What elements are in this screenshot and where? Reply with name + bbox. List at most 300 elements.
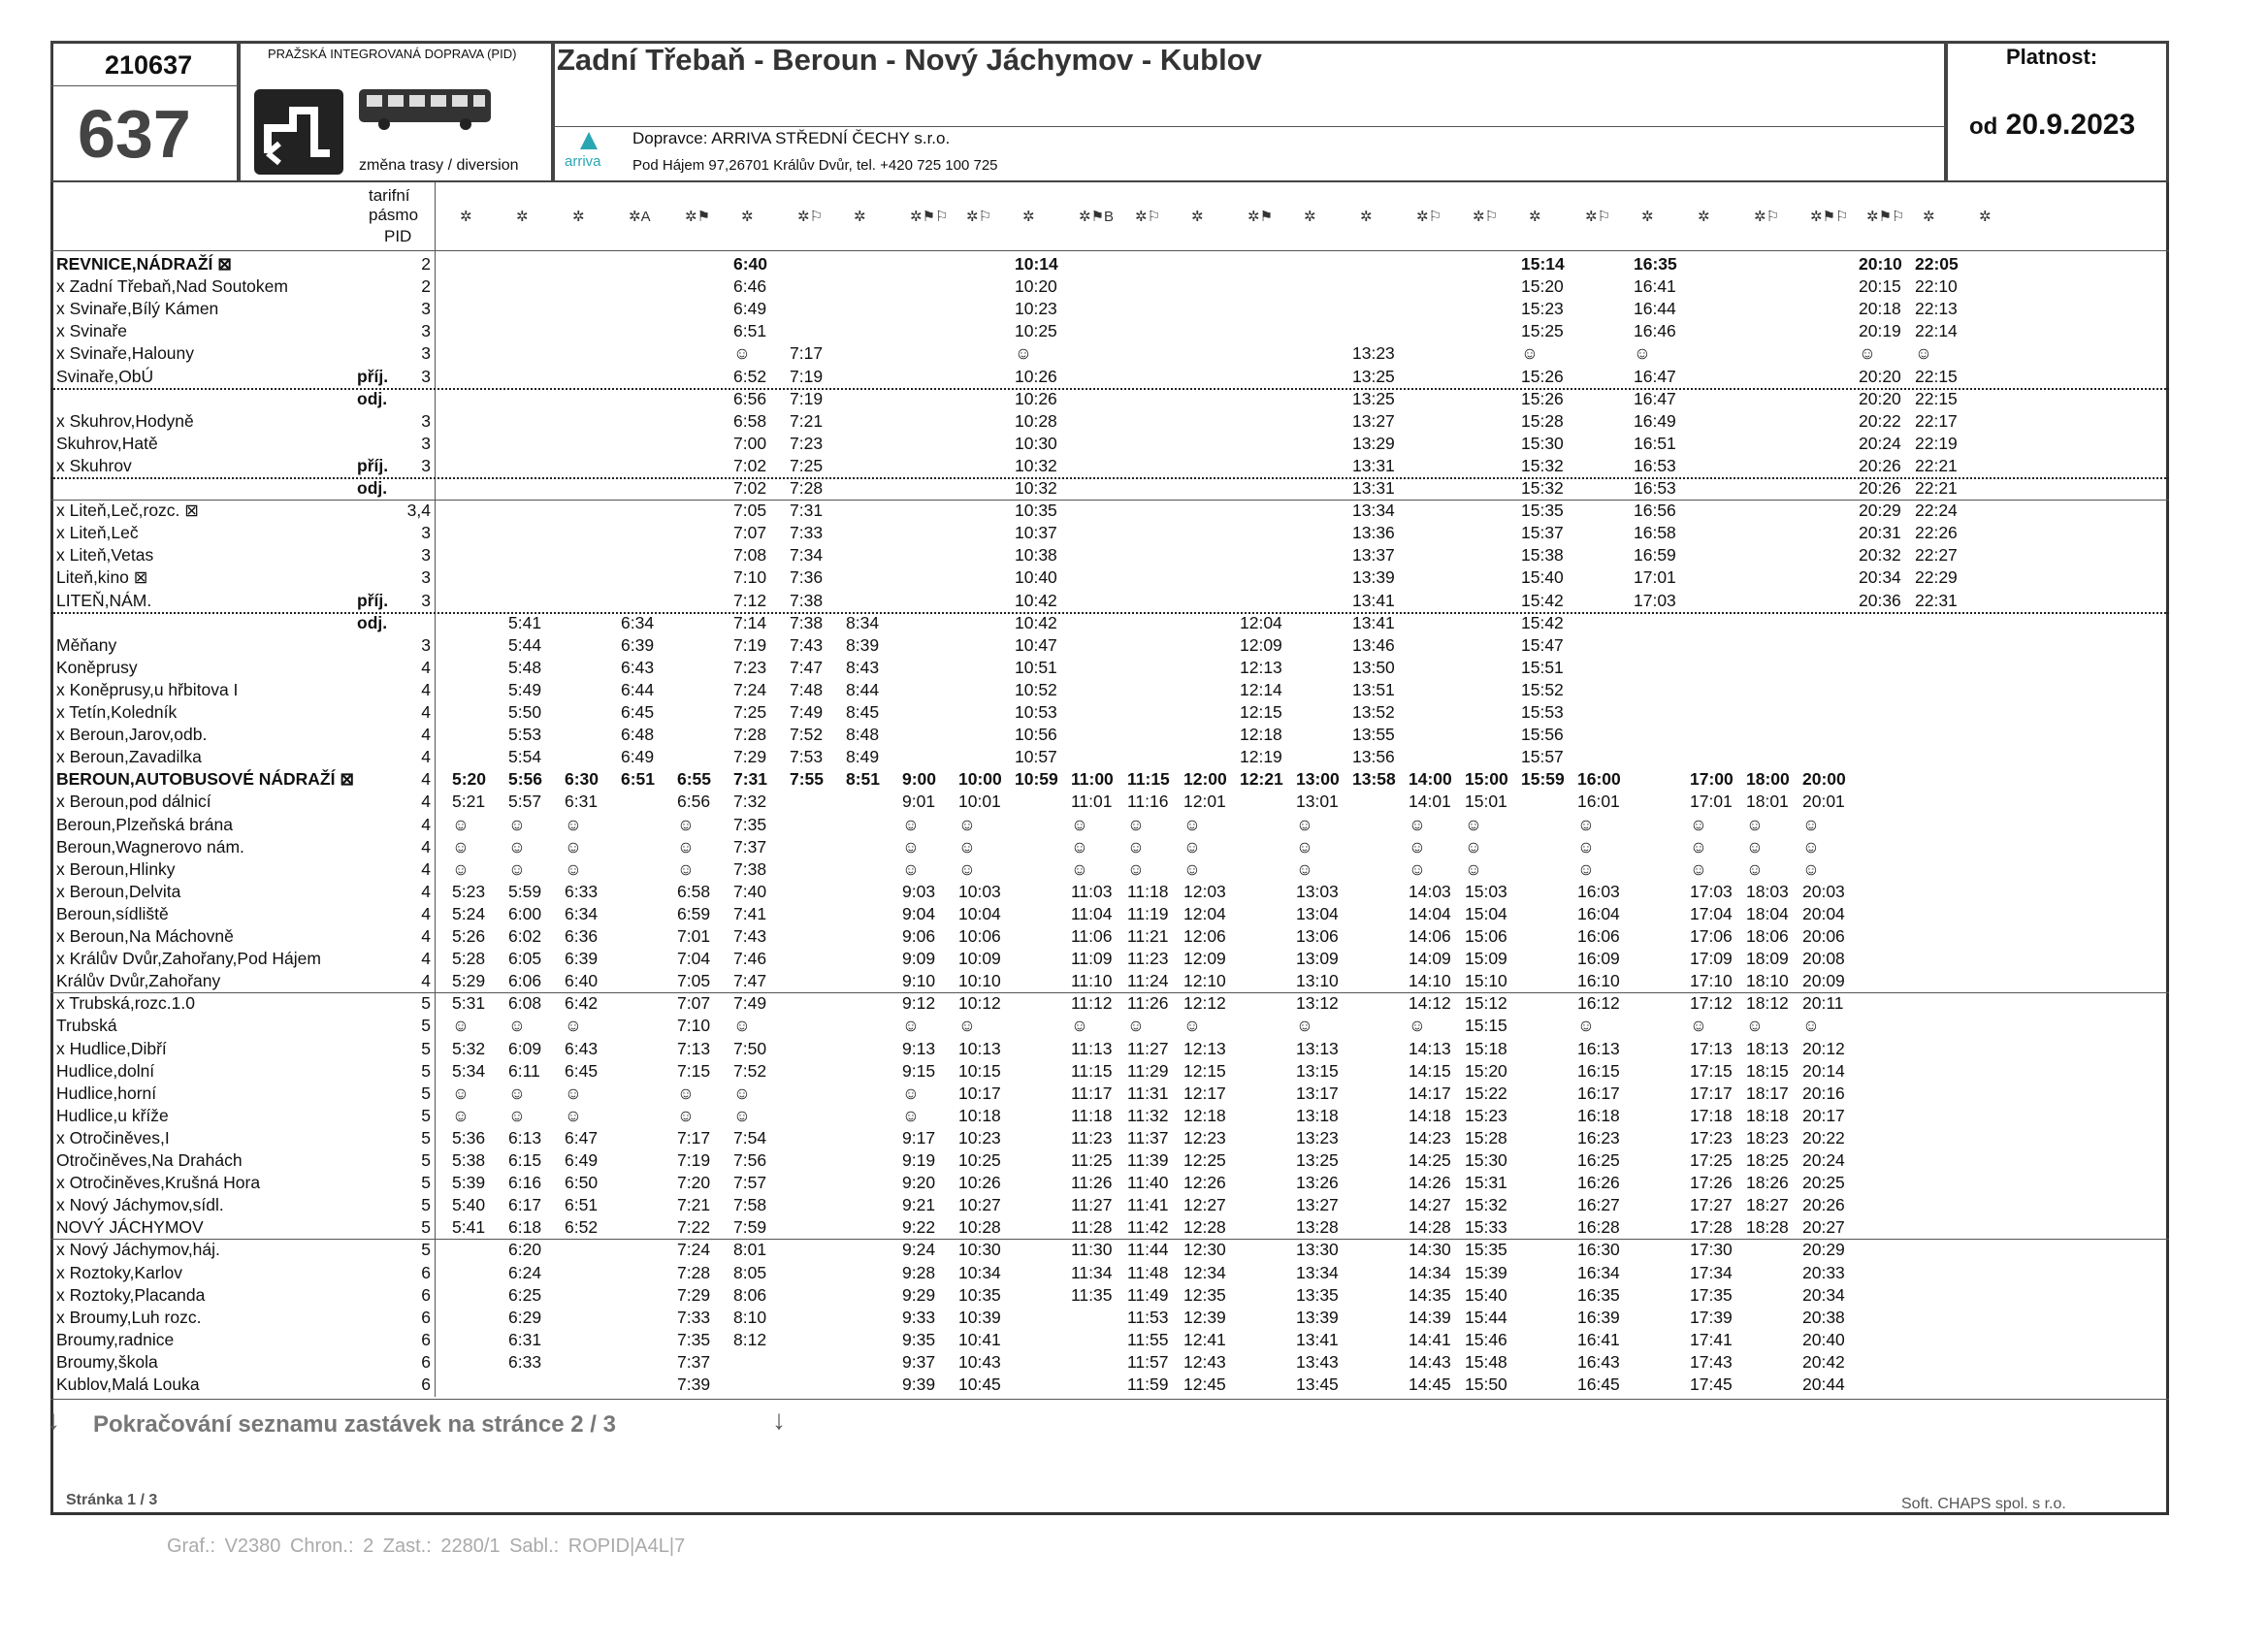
route-title: Zadní Třebaň - Beroun - Nový Jáchymov - Kublov bbox=[557, 43, 1262, 77]
departure-time: 17:00 bbox=[1690, 769, 1733, 790]
departure-time: 9:01 bbox=[902, 792, 936, 812]
departure-time: 16:13 bbox=[1577, 1038, 1620, 1058]
departure-time: 16:04 bbox=[1577, 903, 1620, 923]
departure-time: ☺ bbox=[1802, 858, 1820, 879]
departure-time: ☺ bbox=[1409, 814, 1426, 834]
departure-time: ☺ bbox=[1127, 836, 1145, 857]
departure-time: 13:00 bbox=[1296, 769, 1340, 790]
departure-time: ☺ bbox=[958, 836, 976, 857]
trip-symbol: ✲⚐ bbox=[1135, 209, 1161, 225]
departure-time: 10:41 bbox=[958, 1329, 1001, 1349]
trip-symbol: ✲⚑⚐ bbox=[1866, 209, 1905, 225]
departure-time: 7:02 bbox=[733, 478, 767, 498]
departure-time: 20:34 bbox=[1802, 1284, 1845, 1305]
departure-time: 15:28 bbox=[1465, 1127, 1507, 1148]
departure-time: 7:29 bbox=[677, 1284, 711, 1305]
departure-time: 8:48 bbox=[846, 725, 880, 745]
departure-time: ☺ bbox=[1127, 1016, 1145, 1036]
trip-symbol: ✲⚑⚐ bbox=[910, 209, 949, 225]
departure-time: 12:04 bbox=[1240, 612, 1282, 632]
departure-time: 8:43 bbox=[846, 657, 880, 677]
departure-time: 12:14 bbox=[1240, 679, 1282, 699]
departure-time: ☺ bbox=[565, 858, 582, 879]
departure-time: 16:15 bbox=[1577, 1060, 1620, 1081]
departure-time: ☺ bbox=[1690, 1016, 1707, 1036]
departure-time: 11:09 bbox=[1071, 949, 1113, 969]
table-bottom-line bbox=[50, 1399, 2169, 1400]
departure-time: 7:25 bbox=[733, 702, 767, 722]
departure-time: 12:09 bbox=[1240, 634, 1282, 655]
departure-time: 7:05 bbox=[733, 501, 767, 521]
departure-time: 14:15 bbox=[1409, 1060, 1451, 1081]
tariff-zone: 5 bbox=[421, 1038, 431, 1058]
departure-time: 15:38 bbox=[1521, 545, 1564, 566]
departure-time: 13:34 bbox=[1352, 501, 1395, 521]
departure-time: 16:47 bbox=[1634, 366, 1676, 386]
departure-time: 18:12 bbox=[1746, 993, 1789, 1014]
departure-time: 6:30 bbox=[565, 769, 599, 790]
departure-time: 22:31 bbox=[1915, 590, 1958, 610]
departure-time: 6:39 bbox=[565, 949, 599, 969]
departure-time: 6:15 bbox=[508, 1150, 542, 1170]
departure-time: 7:04 bbox=[677, 949, 711, 969]
trip-symbol: ✲ bbox=[1360, 209, 1373, 225]
tariff-zone: 6 bbox=[421, 1262, 431, 1282]
departure-time: 11:25 bbox=[1071, 1150, 1113, 1170]
stop-name: BEROUN,AUTOBUSOVÉ NÁDRAŽÍ ⊠ bbox=[56, 769, 354, 790]
departure-time: 17:03 bbox=[1690, 881, 1733, 901]
departure-time: 16:43 bbox=[1577, 1351, 1620, 1372]
departure-time: 13:23 bbox=[1352, 343, 1395, 364]
departure-time: 6:06 bbox=[508, 971, 542, 991]
departure-time: ☺ bbox=[902, 1105, 920, 1125]
departure-time: 20:17 bbox=[1802, 1105, 1845, 1125]
departure-time: 6:08 bbox=[508, 993, 542, 1014]
departure-time: 22:15 bbox=[1915, 388, 1958, 408]
departure-time: ☺ bbox=[565, 1083, 582, 1103]
departure-time: 6:51 bbox=[565, 1195, 599, 1215]
departure-time: 11:41 bbox=[1127, 1195, 1169, 1215]
departure-time: 15:00 bbox=[1465, 769, 1508, 790]
departure-time: 18:27 bbox=[1746, 1195, 1789, 1215]
departure-time: 5:49 bbox=[508, 679, 542, 699]
departure-time: 11:26 bbox=[1071, 1173, 1113, 1193]
departure-time: 20:26 bbox=[1802, 1195, 1845, 1215]
departure-time: 6:31 bbox=[508, 1329, 542, 1349]
departure-time: 16:53 bbox=[1634, 478, 1676, 498]
departure-time: 7:29 bbox=[733, 747, 767, 767]
departure-time: 5:23 bbox=[452, 881, 486, 901]
departure-time: 13:39 bbox=[1352, 567, 1395, 588]
departure-time: 10:09 bbox=[958, 949, 1001, 969]
departure-time: 9:24 bbox=[902, 1240, 936, 1260]
tariff-zone: 5 bbox=[421, 1083, 431, 1103]
departure-time: 14:13 bbox=[1409, 1038, 1451, 1058]
departure-time: 10:37 bbox=[1015, 523, 1057, 543]
departure-time: ☺ bbox=[452, 836, 470, 857]
departure-time: 13:37 bbox=[1352, 545, 1395, 566]
departure-time: 15:14 bbox=[1521, 254, 1565, 274]
trip-symbol: ✲ bbox=[1979, 209, 1992, 225]
tariff-zone: 3 bbox=[421, 343, 431, 364]
departure-time: 18:28 bbox=[1746, 1217, 1789, 1238]
tariff-zone: 3 bbox=[421, 590, 431, 610]
departure-time: ☺ bbox=[902, 858, 920, 879]
departure-time: ☺ bbox=[508, 1083, 526, 1103]
departure-time: 13:41 bbox=[1352, 612, 1395, 632]
departure-time: 9:13 bbox=[902, 1038, 936, 1058]
departure-time: 7:31 bbox=[733, 769, 768, 790]
departure-time: 12:03 bbox=[1183, 881, 1226, 901]
departure-time: ☺ bbox=[677, 1083, 695, 1103]
trip-symbol: ✲⚐ bbox=[1473, 209, 1499, 225]
departure-time: 15:53 bbox=[1521, 702, 1564, 722]
tariff-zone: 6 bbox=[421, 1284, 431, 1305]
trip-symbol: ✲ bbox=[572, 209, 585, 225]
departure-time: 15:44 bbox=[1465, 1307, 1507, 1327]
pid-logo-icon bbox=[254, 89, 343, 175]
departure-time: 20:16 bbox=[1802, 1083, 1845, 1103]
departure-time: ☺ bbox=[1577, 858, 1595, 879]
departure-time: 6:33 bbox=[508, 1351, 542, 1372]
departure-time: 5:20 bbox=[452, 769, 487, 790]
departure-time: 15:32 bbox=[1521, 455, 1564, 475]
arrow-down-icon: ↓ bbox=[47, 1405, 60, 1435]
departure-time: 10:15 bbox=[958, 1060, 1001, 1081]
stops-column-divider bbox=[435, 182, 436, 1397]
departure-time: 16:25 bbox=[1577, 1150, 1620, 1170]
departure-time: 7:31 bbox=[790, 501, 824, 521]
departure-time: 10:32 bbox=[1015, 455, 1057, 475]
departure-time: 7:47 bbox=[733, 971, 767, 991]
departure-time: 10:00 bbox=[958, 769, 1002, 790]
departure-time: 6:09 bbox=[508, 1038, 542, 1058]
departure-time: 16:12 bbox=[1577, 993, 1620, 1014]
departure-time: 10:23 bbox=[1015, 299, 1057, 319]
departure-time: 10:30 bbox=[1015, 433, 1057, 453]
footer-codes: Graf.: V2380 Chron.: 2 Zast.: 2280/1 Sabl.: ROPID|A4L|7 bbox=[167, 1536, 686, 1557]
departure-time: 20:09 bbox=[1802, 971, 1845, 991]
departure-time: ☺ bbox=[565, 814, 582, 834]
departure-time: 20:27 bbox=[1802, 1217, 1845, 1238]
departure-time: 13:25 bbox=[1352, 388, 1395, 408]
departure-time: 14:25 bbox=[1409, 1150, 1451, 1170]
departure-time: ☺ bbox=[1746, 814, 1764, 834]
departure-time: ☺ bbox=[1409, 836, 1426, 857]
departure-time: ☺ bbox=[1183, 814, 1201, 834]
tariff-zone: 4 bbox=[421, 836, 431, 857]
departure-time: 14:06 bbox=[1409, 926, 1451, 946]
stop-name: x Nový Jáchymov,háj. bbox=[56, 1240, 220, 1260]
departure-time: 15:26 bbox=[1521, 388, 1564, 408]
departure-time: ☺ bbox=[733, 1016, 751, 1036]
departure-time: 22:21 bbox=[1915, 478, 1958, 498]
departure-time: 16:51 bbox=[1634, 433, 1676, 453]
departure-time: 11:00 bbox=[1071, 769, 1114, 790]
departure-time: 16:09 bbox=[1577, 949, 1620, 969]
departure-time: 5:29 bbox=[452, 971, 486, 991]
tariff-zone: 6 bbox=[421, 1329, 431, 1349]
departure-time: 14:04 bbox=[1409, 903, 1451, 923]
departure-time: 17:23 bbox=[1690, 1127, 1733, 1148]
departure-time: 13:13 bbox=[1296, 1038, 1339, 1058]
trip-symbol: ✲⚐ bbox=[966, 209, 992, 225]
trip-symbol: ✲ bbox=[1304, 209, 1316, 225]
departure-time: 14:26 bbox=[1409, 1173, 1451, 1193]
departure-time: 9:00 bbox=[902, 769, 937, 790]
departure-time: ☺ bbox=[1409, 858, 1426, 879]
departure-time: 16:47 bbox=[1634, 388, 1676, 408]
departure-time: 7:41 bbox=[733, 903, 767, 923]
stop-name: x Nový Jáchymov,sídl. bbox=[56, 1195, 224, 1215]
departure-time: 11:31 bbox=[1127, 1083, 1169, 1103]
departure-time: 7:24 bbox=[677, 1240, 711, 1260]
departure-time: 7:28 bbox=[790, 478, 824, 498]
departure-time: 5:39 bbox=[452, 1173, 486, 1193]
carrier-address: Pod Hájem 97,26701 Králův Dvůr, tel. +420 725 100 725 bbox=[632, 157, 998, 174]
tariff-zone: 2 bbox=[421, 254, 431, 274]
tariff-zone: 3,4 bbox=[406, 501, 431, 521]
route-divider bbox=[50, 85, 239, 86]
departure-time: 10:42 bbox=[1015, 590, 1057, 610]
departure-time: 11:18 bbox=[1127, 881, 1169, 901]
departure-time: ☺ bbox=[1465, 814, 1482, 834]
departure-time: 12:27 bbox=[1183, 1195, 1226, 1215]
departure-time: 13:29 bbox=[1352, 433, 1395, 453]
departure-time: 6:58 bbox=[677, 881, 711, 901]
departure-time: 15:04 bbox=[1465, 903, 1507, 923]
departure-time: 20:08 bbox=[1802, 949, 1845, 969]
stop-name: x Beroun,Hlinky bbox=[56, 858, 176, 879]
departure-time: 9:17 bbox=[902, 1127, 936, 1148]
departure-time: 22:19 bbox=[1915, 433, 1958, 453]
departure-time: 16:30 bbox=[1577, 1240, 1620, 1260]
departure-time: ☺ bbox=[1183, 836, 1201, 857]
departure-time: 6:49 bbox=[565, 1150, 599, 1170]
departure-time: 7:25 bbox=[790, 455, 824, 475]
departure-time: 6:20 bbox=[508, 1240, 542, 1260]
departure-time: 7:14 bbox=[733, 612, 767, 632]
departure-time: 11:44 bbox=[1127, 1240, 1169, 1260]
stop-name: x Skuhrov,Hodyně bbox=[56, 410, 194, 431]
departure-time: ☺ bbox=[1577, 814, 1595, 834]
trip-symbol: ✲ bbox=[1923, 209, 1935, 225]
departure-time: 15:42 bbox=[1521, 612, 1564, 632]
departure-time: 10:26 bbox=[1015, 388, 1057, 408]
departure-time: ☺ bbox=[1802, 814, 1820, 834]
stop-name: x Broumy,Luh rozc. bbox=[56, 1307, 202, 1327]
departure-time: 10:12 bbox=[958, 993, 1001, 1014]
departure-time: 16:34 bbox=[1577, 1262, 1620, 1282]
departure-time: 15:47 bbox=[1521, 634, 1564, 655]
departure-time: 13:41 bbox=[1352, 590, 1395, 610]
departure-time: 7:28 bbox=[677, 1262, 711, 1282]
departure-time: 22:21 bbox=[1915, 455, 1958, 475]
arr-dep-label: odj. bbox=[357, 388, 388, 408]
tariff-zone: 6 bbox=[421, 1374, 431, 1394]
bus-icon bbox=[357, 85, 493, 132]
departure-time: 7:46 bbox=[733, 949, 767, 969]
departure-time: 6:49 bbox=[621, 747, 655, 767]
departure-time: ☺ bbox=[1746, 1016, 1764, 1036]
departure-time: 10:30 bbox=[958, 1240, 1001, 1260]
departure-time: 6:58 bbox=[733, 410, 767, 431]
departure-time: 12:39 bbox=[1183, 1307, 1226, 1327]
trip-symbol: ✲A bbox=[629, 209, 651, 225]
departure-time: 7:32 bbox=[733, 792, 767, 812]
departure-time: 7:07 bbox=[677, 993, 711, 1014]
stop-name: x Beroun,Delvita bbox=[56, 881, 181, 901]
departure-time: ☺ bbox=[1746, 836, 1764, 857]
tariff-zone: 4 bbox=[421, 657, 431, 677]
departure-time: 15:56 bbox=[1521, 725, 1564, 745]
departure-time: 7:55 bbox=[790, 769, 825, 790]
diversion-label: změna trasy / diversion bbox=[359, 157, 519, 174]
departure-time: 6:11 bbox=[508, 1060, 540, 1081]
departure-time: 5:28 bbox=[452, 949, 486, 969]
tariff-zone: 4 bbox=[421, 747, 431, 767]
departure-time: 20:29 bbox=[1859, 501, 1901, 521]
departure-time: 10:47 bbox=[1015, 634, 1057, 655]
zone-label-3: PID bbox=[384, 227, 412, 245]
departure-time: 13:23 bbox=[1296, 1127, 1339, 1148]
departure-time: 17:25 bbox=[1690, 1150, 1733, 1170]
departure-time: ☺ bbox=[1577, 1016, 1595, 1036]
departure-time: 20:26 bbox=[1859, 478, 1901, 498]
departure-time: ☺ bbox=[1690, 814, 1707, 834]
departure-time: ☺ bbox=[902, 1016, 920, 1036]
departure-time: 16:06 bbox=[1577, 926, 1620, 946]
departure-time: 14:01 bbox=[1409, 792, 1451, 812]
departure-time: 20:34 bbox=[1859, 567, 1901, 588]
departure-time: 12:17 bbox=[1183, 1083, 1226, 1103]
validity-value: 20.9.2023 bbox=[2005, 109, 2136, 141]
departure-time: 13:10 bbox=[1296, 971, 1339, 991]
departure-time: 11:35 bbox=[1071, 1284, 1113, 1305]
departure-time: 12:18 bbox=[1240, 725, 1282, 745]
trip-symbol: ✲ bbox=[1529, 209, 1541, 225]
departure-time: ☺ bbox=[508, 858, 526, 879]
carrier: Dopravce: ARRIVA STŘEDNÍ ČECHY s.r.o. bbox=[632, 129, 951, 147]
departure-time: 11:10 bbox=[1071, 971, 1113, 991]
departure-time: 14:43 bbox=[1409, 1351, 1451, 1372]
departure-time: 10:32 bbox=[1015, 478, 1057, 498]
departure-time: 11:27 bbox=[1127, 1038, 1169, 1058]
tariff-zone: 5 bbox=[421, 1127, 431, 1148]
departure-time: 13:12 bbox=[1296, 993, 1339, 1014]
stop-name: Skuhrov,Hatě bbox=[56, 433, 158, 453]
departure-time: 13:25 bbox=[1296, 1150, 1339, 1170]
departure-time: 13:03 bbox=[1296, 881, 1339, 901]
departure-time: ☺ bbox=[677, 1105, 695, 1125]
departure-time: 9:39 bbox=[902, 1374, 936, 1394]
departure-time: 7:52 bbox=[733, 1060, 767, 1081]
departure-time: 15:28 bbox=[1521, 410, 1564, 431]
departure-time: 10:17 bbox=[958, 1083, 1001, 1103]
tariff-zone: 4 bbox=[421, 881, 431, 901]
departure-time: 9:22 bbox=[902, 1217, 936, 1238]
departure-time: 17:17 bbox=[1690, 1083, 1733, 1103]
departure-time: 16:35 bbox=[1634, 254, 1677, 274]
departure-time: ☺ bbox=[677, 836, 695, 857]
departure-time: 7:49 bbox=[733, 993, 767, 1014]
departure-time: 20:15 bbox=[1859, 276, 1901, 297]
departure-time: 7:17 bbox=[790, 343, 824, 364]
stop-name: Broumy,škola bbox=[56, 1351, 158, 1372]
departure-time: 10:23 bbox=[958, 1127, 1001, 1148]
departure-time: 20:06 bbox=[1802, 926, 1845, 946]
departure-time: 10:27 bbox=[958, 1195, 1001, 1215]
departure-time: 12:13 bbox=[1240, 657, 1282, 677]
stop-name: Kublov,Malá Louka bbox=[56, 1374, 200, 1394]
departure-time: ☺ bbox=[1127, 814, 1145, 834]
departure-time: 20:00 bbox=[1802, 769, 1846, 790]
departure-time: 7:37 bbox=[733, 836, 767, 857]
departure-time: 17:28 bbox=[1690, 1217, 1733, 1238]
departure-time: ☺ bbox=[958, 1016, 976, 1036]
departure-time: 22:13 bbox=[1915, 299, 1958, 319]
departure-time: 17:26 bbox=[1690, 1173, 1733, 1193]
departure-time: ☺ bbox=[565, 1105, 582, 1125]
trip-symbol: ✲⚐ bbox=[797, 209, 824, 225]
stop-name: Hudlice,dolní bbox=[56, 1060, 155, 1081]
departure-time: 7:24 bbox=[733, 679, 767, 699]
departure-time: 18:18 bbox=[1746, 1105, 1789, 1125]
departure-time: 10:01 bbox=[958, 792, 1001, 812]
departure-time: 20:11 bbox=[1802, 993, 1844, 1014]
tariff-zone: 3 bbox=[421, 433, 431, 453]
departure-time: ☺ bbox=[733, 343, 751, 364]
departure-time: 15:40 bbox=[1465, 1284, 1507, 1305]
departure-time: 13:31 bbox=[1352, 478, 1395, 498]
departure-time: 10:35 bbox=[958, 1284, 1001, 1305]
departure-time: ☺ bbox=[677, 858, 695, 879]
departure-time: 8:01 bbox=[733, 1240, 767, 1260]
departure-time: ☺ bbox=[1296, 814, 1313, 834]
departure-time: 9:10 bbox=[902, 971, 936, 991]
departure-time: 10:13 bbox=[958, 1038, 1001, 1058]
departure-time: 16:17 bbox=[1577, 1083, 1620, 1103]
departure-time: 9:04 bbox=[902, 903, 936, 923]
departure-time: 7:07 bbox=[733, 523, 767, 543]
departure-time: 18:04 bbox=[1746, 903, 1789, 923]
tariff-zone: 4 bbox=[421, 926, 431, 946]
stop-name: Broumy,radnice bbox=[56, 1329, 175, 1349]
departure-time: 7:10 bbox=[733, 567, 767, 588]
departure-time: 15:35 bbox=[1521, 501, 1564, 521]
departure-time: 17:13 bbox=[1690, 1038, 1733, 1058]
departure-time: 10:52 bbox=[1015, 679, 1057, 699]
tariff-zone: 3 bbox=[421, 366, 431, 386]
tariff-zone: 4 bbox=[421, 858, 431, 879]
tariff-zone: 4 bbox=[421, 679, 431, 699]
departure-time: 16:49 bbox=[1634, 410, 1676, 431]
departure-time: ☺ bbox=[958, 814, 976, 834]
departure-time: 11:12 bbox=[1071, 993, 1113, 1014]
departure-time: 11:57 bbox=[1127, 1351, 1169, 1372]
departure-time: 14:27 bbox=[1409, 1195, 1451, 1215]
departure-time: 7:39 bbox=[677, 1374, 711, 1394]
departure-time: 11:53 bbox=[1127, 1307, 1169, 1327]
trip-symbol: ✲ bbox=[1191, 209, 1204, 225]
stop-name: Koněprusy bbox=[56, 657, 138, 677]
departure-time: 20:12 bbox=[1802, 1038, 1845, 1058]
departure-time: 10:39 bbox=[958, 1307, 1001, 1327]
departure-time: 9:19 bbox=[902, 1150, 936, 1170]
stop-name: x Skuhrov bbox=[56, 455, 132, 475]
departure-time: 15:50 bbox=[1465, 1374, 1507, 1394]
departure-time: 18:25 bbox=[1746, 1150, 1789, 1170]
